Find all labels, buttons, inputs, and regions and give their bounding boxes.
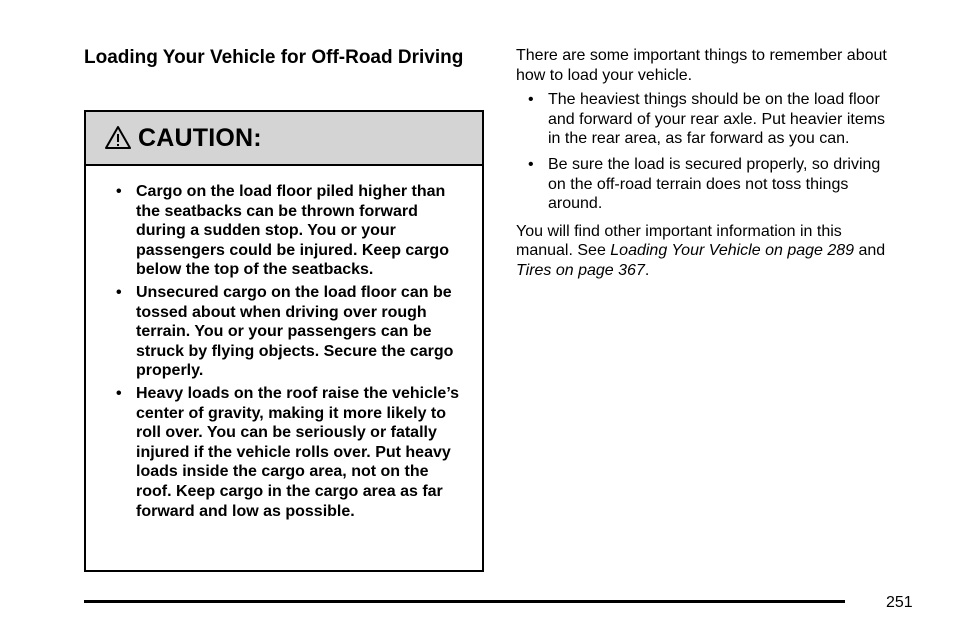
caution-header: [86, 112, 482, 166]
reference-paragraph: [516, 222, 896, 281]
warning-triangle-icon: [104, 125, 132, 151]
reference-tires-link[interactable]: Tires on page 367: [516, 261, 645, 279]
caution-item: • Unsecured cargo on the load floor can be tossed about when driving over rough terrain. You or your passengers can be struck by flying objects. Secure the cargo properly.: [116, 283, 466, 381]
right-column: [516, 46, 896, 281]
caution-item: • Heavy loads on the roof raise the vehicle’s center of gravity, making it more likely to roll over. You can be seriously or fatally injured if the vehicle rolls over. Put heavy loads inside the cargo area, not on the roof. Keep cargo in the cargo area as far forward and low as possible.: [116, 384, 466, 521]
reference-text: .: [644, 261, 650, 279]
list-item: • Be sure the load is secured properly, so driving on the off-road terrain does not toss things around.: [528, 155, 896, 214]
reference-text: and: [854, 242, 886, 260]
load-tips-list: [516, 90, 896, 214]
caution-title: CAUTION:: [138, 123, 262, 152]
reference-loading-link[interactable]: Loading Your Vehicle on page 289: [610, 242, 855, 260]
caution-item: • Cargo on the load floor piled higher than the seatbacks can be thrown forward during a sudden stop. You or your passengers could be injured. Keep cargo below the top of the seatbacks.: [116, 182, 466, 280]
list-item: • The heaviest things should be on the load floor and forward of your rear axle. Put heavier items in the rear area, as far forward as you can.: [528, 90, 896, 149]
caution-box: [84, 110, 484, 572]
footer-rule: [84, 600, 845, 603]
intro-paragraph: There are some important things to remember about how to load your vehicle.: [516, 47, 887, 84]
reference-text: You will find other important information in this manual. See: [516, 222, 842, 260]
section-heading: Loading Your Vehicle for Off-Road Driving: [84, 47, 464, 68]
caution-list: [86, 166, 482, 521]
page-number: 251: [886, 594, 913, 611]
